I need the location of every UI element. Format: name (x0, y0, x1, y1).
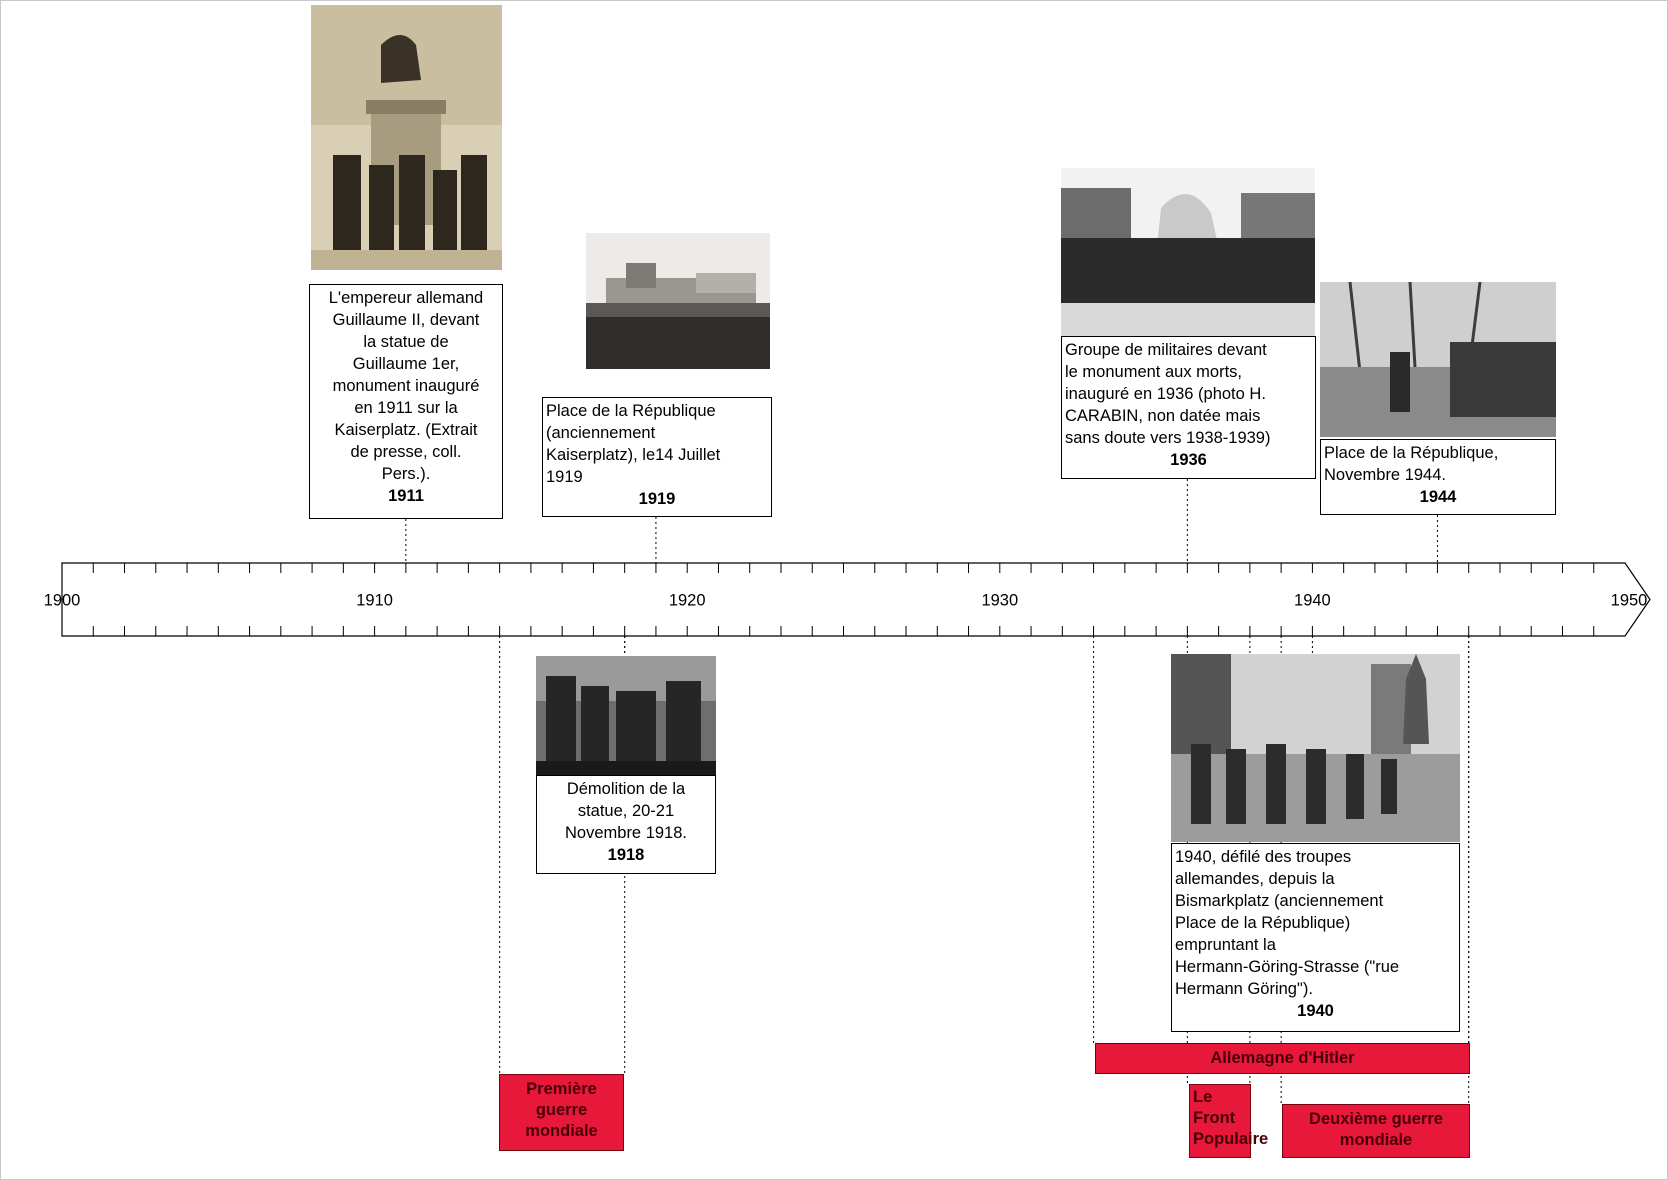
event-card-1936 (1061, 336, 1316, 479)
photo-1911 (311, 5, 502, 270)
tick-label-1900: 1900 (43, 591, 81, 610)
event-card-1911 (309, 284, 503, 519)
event-year-1918: 1918 (607, 846, 645, 864)
photo-1944 (1320, 282, 1556, 437)
photo-1919 (586, 233, 770, 369)
event-year-1936: 1936 (1170, 451, 1207, 469)
period-hitler (1095, 1043, 1470, 1074)
period-label-ww1: Première guerre mondiale (525, 1080, 598, 1140)
event-year-1919: 1919 (638, 490, 676, 508)
photo-1918 (536, 656, 716, 776)
period-ww1 (499, 1074, 624, 1151)
event-year-1940: 1940 (1297, 1002, 1334, 1020)
event-caption-1944: Place de la République, Novembre 1944. (1324, 444, 1499, 484)
event-year-1911: 1911 (388, 487, 424, 505)
event-card-1940 (1171, 843, 1460, 1032)
tick-label-1950: 1950 (1610, 591, 1648, 610)
event-year-1944: 1944 (1419, 488, 1457, 506)
period-ww2 (1282, 1104, 1470, 1158)
period-label-front: Le Front Populaire (1193, 1088, 1269, 1148)
tick-label-1920: 1920 (668, 591, 706, 610)
tick-label-1930: 1930 (981, 591, 1019, 610)
event-caption-1911: L'empereur allemand Guillaume II, devant la statue de Guillaume 1er, monument inauguré en 1911 sur la Kaiserplatz. (Extrait de presse, coll. Pers.). (328, 289, 484, 483)
event-caption-1918: Démolition de la statue, 20-21 Novembre 1918. (565, 780, 687, 842)
event-caption-1936: Groupe de militaires devant le monument aux morts, inauguré en 1936 (photo H. CARABIN, non datée mais sans doute vers 1938-1939) (1065, 341, 1271, 447)
timeline-arrow (62, 563, 1650, 636)
event-card-1919 (542, 397, 772, 517)
photo-1940 (1171, 654, 1460, 842)
period-front-populaire (1189, 1084, 1269, 1158)
event-card-1944 (1320, 439, 1556, 515)
period-label-ww2: Deuxième guerre mondiale (1309, 1110, 1443, 1149)
timeline-axis (44, 563, 1650, 636)
photo-1936 (1061, 168, 1315, 336)
event-caption-1940: 1940, défilé des troupes allemandes, depuis la Bismarkplatz (anciennement Place de la République) empruntant la Hermann-Göring-Strasse ("rue Hermann Göring"). (1175, 848, 1400, 998)
event-card-1918 (536, 775, 716, 874)
tick-label-1910: 1910 (356, 591, 393, 610)
event-caption-1919: Place de la République (anciennement Kaiserplatz), le14 Juillet 1919 (546, 402, 721, 486)
tick-label-1940: 1940 (1294, 591, 1331, 610)
period-label-hitler: Allemagne d'Hitler (1210, 1049, 1355, 1067)
